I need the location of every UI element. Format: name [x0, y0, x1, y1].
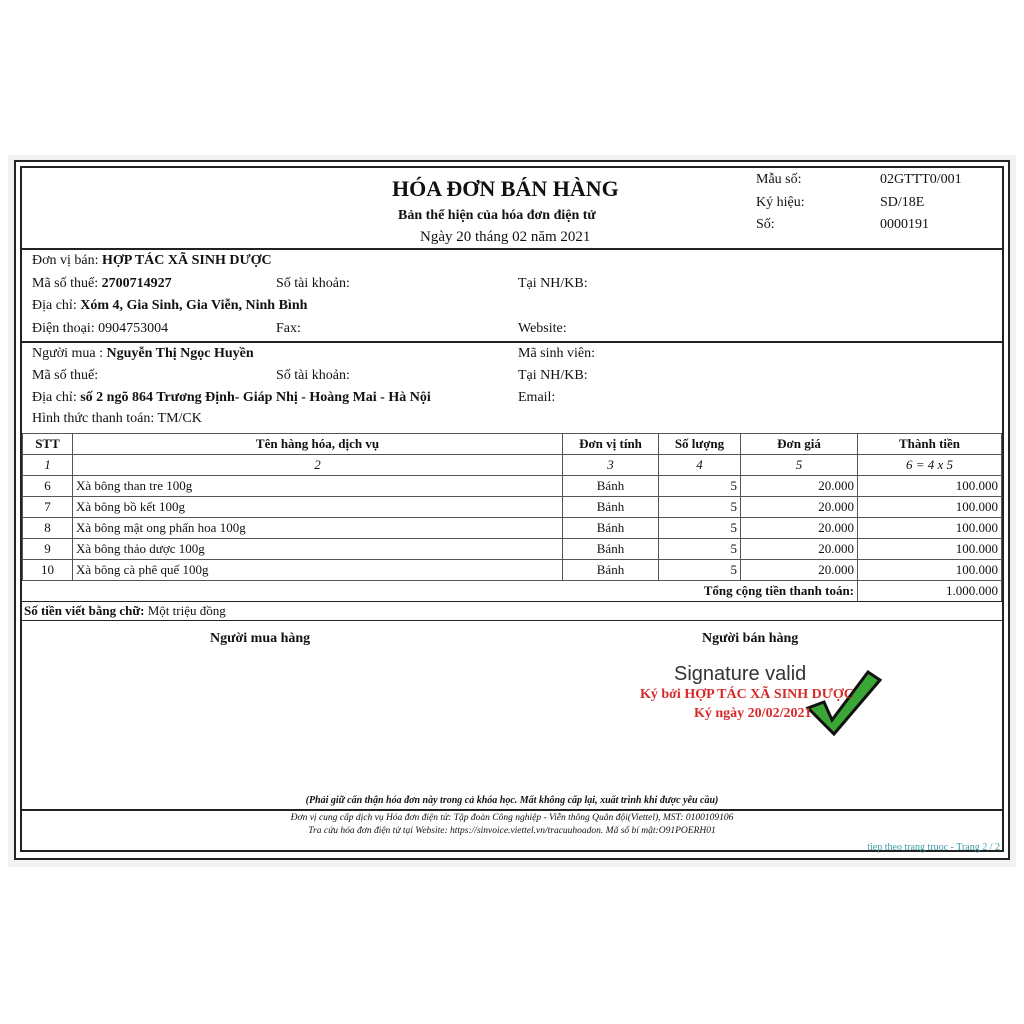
amount-words-value: Một triệu đồng: [147, 603, 226, 618]
cell: 100.000: [858, 476, 1002, 497]
cell: 5: [659, 560, 741, 581]
payment-method: TM/CK: [157, 411, 202, 426]
cell: Bánh: [563, 518, 659, 539]
seller-section: [22, 248, 1002, 336]
seller-tax-label: Mã số thuế:: [32, 276, 99, 291]
col-header: STT: [23, 434, 73, 455]
cell: 100.000: [858, 518, 1002, 539]
col-header: Số lượng: [659, 434, 741, 455]
seller-account-label: Số tài khoản:: [276, 276, 350, 291]
signature-section: [22, 620, 1002, 646]
form-number: 02GTTT0/001: [880, 172, 962, 187]
col-header: Đơn vị tính: [563, 434, 659, 455]
cell: 2: [73, 455, 563, 476]
seller-unit-label: Đơn vị bán:: [32, 253, 99, 268]
page-indicator: tiep theo trang truoc - Trang 2 / 2: [867, 842, 1000, 853]
cell: 1: [23, 455, 73, 476]
table-header-row: [23, 434, 1002, 455]
buyer-section: [22, 341, 1002, 426]
cell: 9: [23, 539, 73, 560]
signed-date: Ký ngày 20/02/2021: [694, 706, 812, 721]
cell: 3: [563, 455, 659, 476]
cell: 5: [659, 497, 741, 518]
seller-signature-label: Người bán hàng: [702, 631, 799, 646]
invoice-title: HÓA ĐƠN BÁN HÀNG: [392, 176, 619, 201]
amount-words: [22, 601, 1002, 618]
total-value: 1.000.000: [858, 581, 1002, 602]
cell: 20.000: [741, 539, 858, 560]
footer-note: (Phải giữ cẩn thận hóa đơn này trong cả khóa học. Mất không cấp lại, xuất trình khi được yêu cầu): [305, 795, 719, 806]
buyer-name: Nguyễn Thị Ngọc Huyền: [106, 346, 254, 361]
payment-label: Hình thức thanh toán:: [32, 411, 155, 426]
amount-words-label: Số tiền viết bằng chữ:: [24, 603, 145, 618]
buyer-address: số 2 ngõ 864 Trương Định- Giáp Nhị - Hoàng Mai - Hà Nội: [80, 390, 431, 405]
seller-website-label: Website:: [518, 321, 567, 336]
buyer-account-label: Số tài khoản:: [276, 368, 350, 383]
cell: 5: [659, 476, 741, 497]
checkmark-icon: [804, 668, 884, 738]
col-header: Tên hàng hóa, dịch vụ: [73, 434, 563, 455]
cell: 5: [741, 455, 858, 476]
lookup-info: Tra cứu hóa đơn điện tử tại Website: https://sinvoice.viettel.vn/tracuuhoadon. Mã số bí mật:O91POERH01: [308, 826, 716, 836]
table-row: [23, 518, 1002, 539]
table-row: [23, 539, 1002, 560]
cell: Bánh: [563, 476, 659, 497]
signature-valid: Signature valid: [674, 663, 807, 685]
form-number-label: Mẫu số:: [756, 172, 802, 187]
cell: 100.000: [858, 539, 1002, 560]
cell: 6 = 4 x 5: [858, 455, 1002, 476]
invoice-subtitle: Bản thể hiện của hóa đơn điện tử: [398, 208, 596, 223]
provider-info: Đơn vị cung cấp dịch vụ Hóa đơn điện tử: Tập đoàn Công nghiệp - Viễn thông Quân đội(Viettel), MST: 0100109106: [290, 813, 734, 823]
cell: 5: [659, 539, 741, 560]
col-header: Đơn giá: [741, 434, 858, 455]
buyer-address-label: Địa chỉ:: [32, 390, 77, 405]
table-row: [23, 497, 1002, 518]
buyer-name-label: Người mua :: [32, 346, 103, 361]
cell: Bánh: [563, 560, 659, 581]
signed-by: Ký bởi HỢP TÁC XÃ SINH DƯỢC: [640, 687, 854, 702]
cell: 10: [23, 560, 73, 581]
student-id-label: Mã sinh viên:: [518, 346, 595, 361]
cell: 7: [23, 497, 73, 518]
cell: Bánh: [563, 539, 659, 560]
cell: 6: [23, 476, 73, 497]
invoice-frame: [20, 166, 1004, 852]
invoice-number: 0000191: [880, 217, 929, 232]
seller-address: Xóm 4, Gia Sinh, Gia Viễn, Ninh Bình: [80, 298, 308, 313]
buyer-email-label: Email:: [518, 390, 556, 405]
invoice-date: Ngày 20 tháng 02 năm 2021: [420, 229, 591, 245]
cell: 20.000: [741, 518, 858, 539]
buyer-tax-label: Mã số thuế:: [32, 368, 99, 383]
cell: Xà bông bồ kết 100g: [73, 497, 563, 518]
seller-phone: 0904753004: [98, 321, 169, 336]
buyer-signature-label: Người mua hàng: [210, 631, 311, 646]
cell: Xà bông mật ong phấn hoa 100g: [73, 518, 563, 539]
invoice-number-label: Số:: [756, 217, 775, 232]
index-row: [23, 455, 1002, 476]
total-row: [23, 581, 1002, 602]
cell: 8: [23, 518, 73, 539]
serial: SD/18E: [880, 195, 925, 210]
digital-signature: [634, 663, 914, 753]
seller-phone-label: Điện thoại:: [32, 321, 95, 336]
cell: 4: [659, 455, 741, 476]
seller-address-label: Địa chỉ:: [32, 298, 77, 313]
cell: 20.000: [741, 497, 858, 518]
seller-unit: HỢP TÁC XÃ SINH DƯỢC: [102, 253, 272, 268]
cell: 20.000: [741, 476, 858, 497]
cell: Xà bông than tre 100g: [73, 476, 563, 497]
cell: Xà bông cà phê quế 100g: [73, 560, 563, 581]
seller-tax: 2700714927: [101, 276, 172, 291]
cell: 100.000: [858, 560, 1002, 581]
table-row: [23, 476, 1002, 497]
cell: Bánh: [563, 497, 659, 518]
table-row: [23, 560, 1002, 581]
buyer-bank-label: Tại NH/KB:: [518, 368, 588, 383]
cell: Xà bông thảo dược 100g: [73, 539, 563, 560]
cell: 100.000: [858, 497, 1002, 518]
seller-fax-label: Fax:: [276, 321, 301, 336]
seller-bank-label: Tại NH/KB:: [518, 276, 588, 291]
total-label: Tổng cộng tiền thanh toán:: [23, 581, 858, 602]
items-table: [22, 433, 1002, 602]
footer-section: [22, 809, 1002, 853]
cell: 5: [659, 518, 741, 539]
serial-label: Ký hiệu:: [756, 195, 805, 210]
col-header: Thành tiền: [858, 434, 1002, 455]
cell: 20.000: [741, 560, 858, 581]
invoice: [14, 160, 1010, 860]
